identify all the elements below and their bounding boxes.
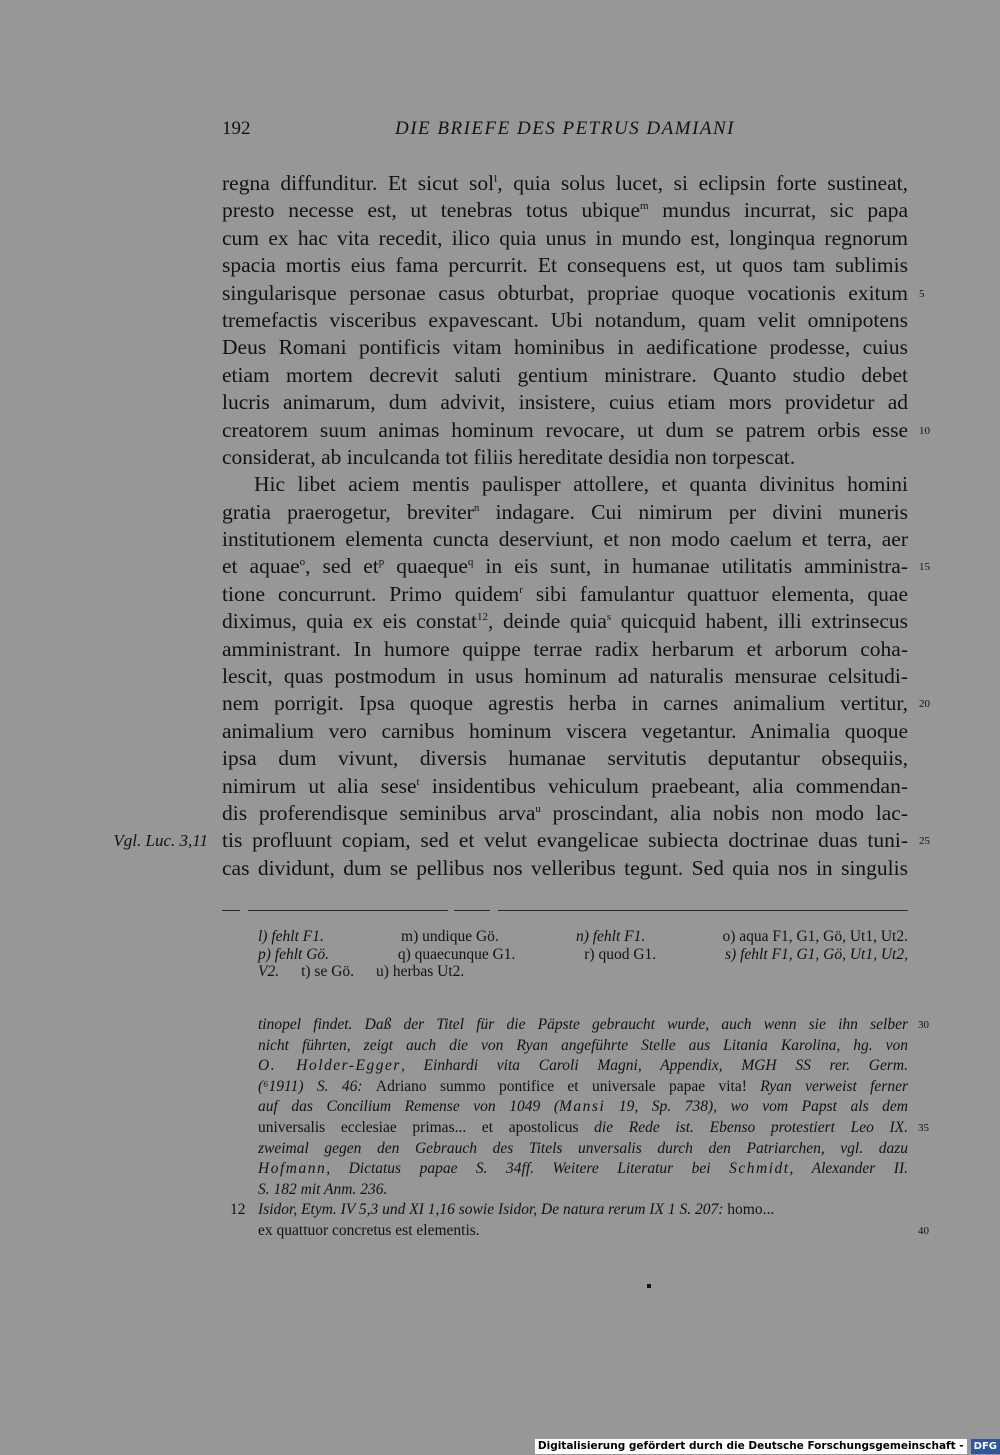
apparatus-entry: p) fehlt Gö. (258, 945, 330, 963)
dfg-logo: DFG (971, 1439, 1000, 1454)
text-line (222, 252, 908, 279)
footer-bar (535, 1438, 1000, 1455)
line-number: 10 (919, 424, 930, 437)
footnotes (230, 1015, 929, 1242)
apparatus-entry: u) herbas Ut2. (376, 963, 465, 980)
text-line (222, 745, 908, 772)
footnote-line: tinopel findet. Daß der Titel für die Päpste gebraucht wurde, auch wenn sie ihn selber 30 (258, 1015, 908, 1036)
text-segment: lescit, quas postmodum in usus hominum ad naturalis mensurae celsitudi- (222, 664, 908, 689)
text-line (222, 526, 908, 553)
footnote-marker: s (606, 611, 612, 624)
text-segment: regna diffunditur. Et sicut sol (222, 171, 495, 195)
apparatus-line (258, 946, 908, 964)
apparatus-entry: o) aqua F1, G1, Gö, Ut1, Ut2. (722, 928, 908, 945)
text-segment: Deus Romani pontificis vitam hominibus in aedificatione prodesse, cuius (222, 335, 908, 360)
text-line (222, 471, 908, 498)
text-line (222, 389, 908, 416)
footnote-line: O. Holder-Egger, Einhardi vita Caroli Magni, Appendix, MGH SS rer. Germ. (258, 1057, 908, 1075)
footnote-line: S. 182 mit Anm. 236. (258, 1180, 388, 1198)
text-segment: institutionem elementa cuncta deserviunt, et non modo caelum et terra, aer (222, 527, 908, 552)
text-segment: gratia praerogetur, breviter (222, 499, 474, 524)
apparatus-entry: m) undique Gö. (401, 928, 499, 945)
text-segment: mundus incurrat, sic papa (648, 198, 908, 223)
footnote-marker: p (378, 556, 385, 569)
footnote-line: ex quattuor concretus est elementis. 40 (258, 1221, 908, 1242)
apparatus-line (258, 963, 908, 981)
footnote-line: 12 Isidor, Etym. IV 5,3 und XI 1,16 sowie Isidor, De natura rerum IX 1 S. 207: homo... (258, 1200, 908, 1221)
text-segment: cas dividunt, dum se pellibus nos velleribus tegunt. Sed quia nos in singulis (222, 855, 908, 880)
text-segment: nem porrigit. Ipsa quoque agrestis herba in carnes animalium vertitur, (222, 691, 908, 716)
footnote-marker: n (473, 501, 480, 514)
footnote-rule (222, 910, 240, 911)
text-segment: sibi famulantur quattuor elementa, quae (522, 581, 909, 606)
footnote-marker: q (467, 556, 474, 569)
text-segment: cum ex hac vita recedit, ilico quia unus in mundo est, longinqua regnorum (222, 225, 908, 250)
text-segment: , quia solus lucet, si eclipsin forte sustineat, (497, 171, 908, 195)
text-segment: lucris animarum, dum advivit, insistere, cuius etiam mors providetur ad (222, 390, 908, 415)
line-number: 25 (919, 835, 930, 848)
text-segment: quicquid habent, illi extrinsecus (611, 609, 908, 634)
footnote-line: Hofmann, Dictatus papae S. 34ff. Weitere Literatur bei Schmidt, Alexander II. (258, 1160, 908, 1178)
footnote-line: auf das Concilium Remense von 1049 (Mansi 19, Sp. 738), wo vom Papst als dem (258, 1098, 909, 1116)
line-number: 15 (919, 561, 930, 574)
footnote-marker: l (494, 172, 498, 185)
line-number: 30 (918, 1019, 929, 1031)
text-segment: considerat, ab inculcanda tot filiis hereditate desidia non torpescat. (222, 444, 796, 469)
text-line (222, 636, 908, 663)
apparatus-entry: q) quaecunque G1. (397, 945, 516, 963)
footnote-marker: t (416, 775, 420, 788)
text-line (222, 581, 908, 608)
apparatus-entry: V2. (258, 963, 280, 980)
text-line (222, 225, 908, 252)
text-line (222, 718, 908, 745)
apparatus-entry: l) fehlt F1. (258, 928, 324, 945)
text-line (222, 444, 908, 471)
text-line (222, 334, 908, 361)
footnote-rule (498, 910, 908, 911)
line-number: 35 (918, 1121, 929, 1134)
text-segment: ipsa dum vivunt, diversis humanae servitutis deputantur obsequiis, (222, 746, 908, 771)
text-line (113, 827, 930, 854)
apparatus-entry: n) fehlt F1. (575, 928, 646, 945)
line-number: 40 (918, 1224, 929, 1237)
footnote-rule (248, 910, 448, 911)
text-segment: quaeque (384, 554, 468, 579)
text-line (222, 362, 908, 389)
text-segment: etiam mortem decrevit saluti gentium ministrare. Quanto studio debet (222, 362, 908, 387)
footnote-marker: o (299, 556, 306, 569)
line-number: 5 (919, 287, 925, 300)
text-segment: , sed et (305, 554, 379, 579)
funding-notice: Digitalisierung gefördert durch die Deutsche Forschungsgemeinschaft - (535, 1439, 967, 1454)
text-line (222, 800, 908, 827)
text-segment: , deinde quia (488, 609, 607, 634)
apparatus-entry: t) se Gö. (301, 963, 355, 980)
footnote-marker: u (535, 802, 541, 815)
text-line (222, 197, 908, 224)
text-segment: et aquae (222, 554, 300, 579)
footnote-line: nicht führten, zeigt auch die von Ryan angeführte Stelle aus Litania Karolina, hg. von (258, 1036, 908, 1054)
text-segment: indagare. Cui nimirum per divini muneris (479, 499, 908, 524)
footnote-line: zweimal gegen den Gebrauch des Titels unversalis durch den Patriarchen, vgl. dazu (258, 1139, 908, 1157)
footnote-marker: r (519, 583, 523, 596)
footnote-marker: m (640, 200, 649, 213)
text-line (222, 170, 908, 197)
text-line (222, 553, 930, 580)
text-segment: dis proferendisque seminibus arva (222, 800, 536, 825)
text-line (222, 499, 908, 526)
text-line (222, 307, 908, 334)
text-segment: animalium vero carnibus hominum viscera vegetantur. Animalia quoque (222, 718, 908, 743)
running-title: DIE BRIEFE DES PETRUS DAMIANI (394, 118, 736, 139)
footnote-marker: 12 (477, 611, 489, 624)
text-segment: diximus, quia ex eis constat (222, 609, 478, 634)
footnote-number: 12 (230, 1201, 246, 1219)
text-segment: Hic libet aciem mentis paulisper attollere, et quanta divinitus homini (254, 472, 908, 497)
text-segment: insidentibus vehiculum praebeant, alia commendan- (419, 773, 908, 798)
main-text (113, 170, 930, 882)
page-mark (647, 1284, 651, 1288)
text-line (222, 663, 908, 690)
text-line (222, 855, 908, 882)
text-segment: amministrant. In humore quippe terrae radix herbarum et arborum coha- (222, 636, 908, 661)
apparatus-entry: s) fehlt F1, G1, Gö, Ut1, Ut2, (725, 945, 908, 963)
text-segment: tione concurrunt. Primo quidem (222, 581, 520, 606)
text-line (222, 690, 930, 717)
text-segment: nimirum ut alia sese (222, 773, 417, 798)
text-line (222, 773, 908, 800)
page-number: 192 (222, 118, 251, 139)
text-segment: tremefactis visceribus expavescant. Ubi notandum, quam velit omnipotens (222, 307, 908, 332)
text-segment: tis profluunt copiam, sed et velut evangelicae subiecta doctrinae duas tuni- (222, 828, 908, 853)
apparatus-entry: r) quod G1. (584, 945, 657, 963)
text-segment: creatorem suum animas hominum revocare, ut dum se patrem orbis esse (222, 417, 908, 442)
text-line (222, 417, 930, 444)
text-segment: in eis sunt, in humanae utilitatis amministra- (473, 554, 908, 579)
apparatus-line (258, 928, 908, 946)
text-line (222, 608, 908, 635)
text-segment: presto necesse est, ut tenebras totus ubique (222, 198, 641, 223)
footnote-line: universalis ecclesiae primas... et apostolicus die Rede ist. Ebenso protestiert Leo IX. 35 (258, 1118, 908, 1139)
critical-apparatus (258, 928, 908, 981)
footnote-rule (454, 910, 490, 911)
line-number: 20 (919, 698, 930, 711)
text-line (222, 280, 925, 307)
text-segment: singularisque personae casus obturbat, propriae quoque vocationis exitum (222, 280, 908, 305)
margin-reference: Vgl. Luc. 3,11 (113, 831, 208, 851)
footnote-line: (⁶1911) S. 46: Adriano summo pontifice et universale papae vita! Ryan verweist ferner (258, 1077, 908, 1095)
text-segment: proscindant, alia nobis non modo lac- (540, 800, 908, 825)
text-segment: spacia mortis eius fama percurrit. Et consequens est, ut quos tam sublimis (222, 253, 908, 278)
page-header (222, 118, 908, 148)
